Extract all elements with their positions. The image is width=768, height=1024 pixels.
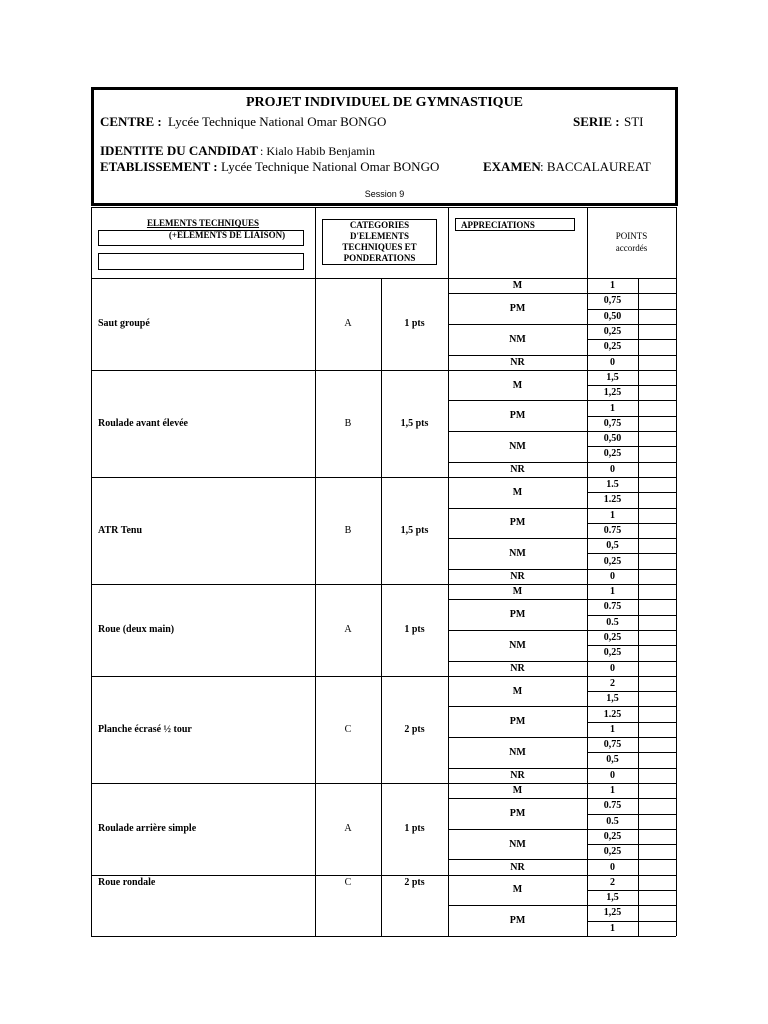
points-value: 1,25 [603, 387, 622, 399]
points-awarded-cell [638, 400, 676, 415]
points-value: 0 [610, 356, 615, 368]
points-value: 0,75 [603, 417, 622, 429]
session-label: Session 9 [364, 189, 405, 199]
appreciation-level: M [512, 486, 523, 498]
header-box [91, 87, 678, 206]
element-points: 2 pts [404, 876, 425, 888]
points-value: 0.75 [603, 524, 622, 536]
points-value: 1,5 [606, 892, 619, 904]
points-awarded-cell [638, 752, 676, 767]
points-value: 0 [610, 861, 615, 873]
grid-line [587, 446, 676, 447]
grid-line [587, 752, 676, 753]
points-awarded-cell [638, 508, 676, 523]
centre-value: Lycée Technique National Omar BONGO [168, 114, 387, 129]
points-value: 0,25 [603, 632, 622, 644]
points-value: 0,25 [603, 647, 622, 659]
grid-line [676, 278, 677, 370]
points-value: 0,25 [603, 326, 622, 338]
points-value: 0.5 [606, 616, 619, 628]
points-value: 1 [610, 586, 615, 598]
points-awarded-cell [638, 737, 676, 752]
element-name: Roulade arrière simple [98, 823, 197, 835]
points-value: 0 [610, 662, 615, 674]
categories-label: CATEGORIES D'ELEMENTS TECHNIQUES ET PONDERATIONS [342, 220, 417, 263]
serie-value: STI [624, 114, 644, 129]
elements-techniques-title: ELEMENTS TECHNIQUES [146, 218, 260, 228]
points-awarded-cell [638, 814, 676, 829]
points-awarded-cell [638, 416, 676, 431]
serie-label: SERIE : [573, 114, 620, 129]
element-category: B [344, 524, 352, 536]
points-awarded-cell [638, 599, 676, 614]
points-sub-label: accordés [615, 243, 648, 253]
identite-label: IDENTITE DU CANDIDAT [100, 143, 258, 158]
etablissement-label: ETABLISSEMENT : [100, 159, 218, 174]
points-awarded-cell [638, 691, 676, 706]
grid-line [587, 492, 676, 493]
points-value: 0 [610, 570, 615, 582]
points-awarded-cell [638, 829, 676, 844]
appreciation-level: NR [510, 861, 525, 873]
element-name: Saut groupé [98, 318, 150, 330]
points-awarded-cell [638, 798, 676, 813]
element-name: ATR Tenu [98, 524, 143, 536]
grid-line [587, 722, 676, 723]
appreciation-level: NR [510, 570, 525, 582]
appreciation-level: NM [509, 639, 526, 651]
etablissement-value: Lycée Technique National Omar BONGO [221, 159, 440, 174]
element-points: 1 pts [404, 823, 425, 835]
points-awarded-cell [638, 875, 676, 890]
points-awarded-cell [638, 905, 676, 920]
points-awarded-cell [638, 538, 676, 553]
grid-line [587, 921, 676, 922]
appreciation-level: PM [509, 915, 526, 927]
points-value: 0,50 [603, 433, 622, 445]
grid-line [587, 615, 676, 616]
appreciation-level: PM [509, 716, 526, 728]
element-name: Roue rondale [98, 876, 156, 888]
points-awarded-cell [638, 477, 676, 492]
element-points: 2 pts [404, 723, 425, 735]
grid-line [587, 844, 676, 845]
appreciation-level: NM [509, 440, 526, 452]
points-value: 1,5 [606, 371, 619, 383]
points-value: 2 [610, 876, 615, 888]
points-awarded-cell [638, 278, 676, 293]
points-value: 0 [610, 463, 615, 475]
appreciation-level: M [512, 685, 523, 697]
element-category: B [344, 417, 352, 429]
appreciation-level: PM [509, 410, 526, 422]
points-awarded-cell [638, 783, 676, 798]
points-value: 0,25 [603, 846, 622, 858]
points-value: 1,25 [603, 907, 622, 919]
points-awarded-cell [638, 630, 676, 645]
points-awarded-cell [638, 446, 676, 461]
points-awarded-cell [638, 553, 676, 568]
points-awarded-cell [638, 890, 676, 905]
points-awarded-cell [638, 661, 676, 676]
points-awarded-cell [638, 645, 676, 660]
centre-label: CENTRE : [100, 114, 162, 129]
points-value: 1 [610, 280, 615, 292]
points-awarded-cell [638, 523, 676, 538]
examen-label: EXAMEN [483, 159, 541, 174]
points-awarded-cell [638, 844, 676, 859]
points-value: 1.25 [603, 494, 622, 506]
appreciation-level: NM [509, 746, 526, 758]
points-awarded-cell [638, 385, 676, 400]
grid-line [587, 309, 676, 310]
identite-value: : Kialo Habib Benjamin [260, 144, 375, 158]
appreciation-level: PM [509, 517, 526, 529]
grid-line [587, 814, 676, 815]
points-awarded-cell [638, 676, 676, 691]
grid-line [587, 890, 676, 891]
header-divider [448, 207, 449, 278]
appreciation-level: PM [509, 609, 526, 621]
header-divider [315, 207, 316, 278]
points-value: 1 [610, 402, 615, 414]
points-value: 1 [610, 723, 615, 735]
points-awarded-cell [638, 584, 676, 599]
points-value: 0,75 [603, 739, 622, 751]
points-awarded-cell [638, 431, 676, 446]
element-name: Roulade avant élevée [98, 417, 188, 429]
points-value: 0,25 [603, 830, 622, 842]
points-awarded-cell [638, 859, 676, 874]
appreciation-level: M [512, 280, 523, 292]
points-awarded-cell [638, 324, 676, 339]
grid-line [587, 339, 676, 340]
points-value: 0,50 [603, 310, 622, 322]
grid-line [587, 523, 676, 524]
points-value: 1,5 [606, 693, 619, 705]
element-category: C [344, 723, 352, 735]
points-awarded-cell [638, 462, 676, 477]
appreciation-level: M [512, 586, 523, 598]
appreciation-level: M [512, 379, 523, 391]
element-points: 1 pts [404, 318, 425, 330]
appreciation-level: PM [509, 303, 526, 315]
points-value: 1.25 [603, 708, 622, 720]
appreciation-level: NM [509, 547, 526, 559]
appreciation-level: NR [510, 356, 525, 368]
element-category: C [344, 876, 352, 888]
grid-line [676, 584, 677, 676]
points-value: 2 [610, 677, 615, 689]
points-awarded-cell [638, 370, 676, 385]
elements-liaison-blank [98, 253, 304, 270]
points-value: 0,75 [603, 295, 622, 307]
points-value: 1 [610, 509, 615, 521]
appreciation-level: M [512, 884, 523, 896]
grid-line [676, 676, 677, 783]
points-value: 0,5 [606, 540, 619, 552]
points-value: 1 [610, 922, 615, 934]
element-points: 1 pts [404, 624, 425, 636]
row-border [91, 936, 676, 937]
points-awarded-cell [638, 293, 676, 308]
points-value: 0 [610, 769, 615, 781]
grid-line [676, 477, 677, 584]
element-points: 1,5 pts [400, 524, 429, 536]
element-name: Roue (deux main) [98, 624, 175, 636]
appreciation-level: NM [509, 333, 526, 345]
examen-value: : BACCALAUREAT [540, 159, 651, 174]
points-value: 0.5 [606, 815, 619, 827]
points-awarded-cell [638, 722, 676, 737]
points-awarded-cell [638, 339, 676, 354]
appreciation-level: NR [510, 662, 525, 674]
points-value: 1 [610, 785, 615, 797]
element-name: Planche écrasé ½ tour [98, 723, 192, 735]
points-awarded-cell [638, 768, 676, 783]
grid-line [676, 370, 677, 477]
table-top-border [91, 207, 676, 208]
element-category: A [344, 318, 352, 330]
appreciations-label: APPRECIATIONS [461, 219, 535, 230]
document-title: PROJET INDIVIDUEL DE GYMNASTIQUE [245, 95, 524, 110]
appreciation-level: M [512, 785, 523, 797]
appreciation-level: PM [509, 807, 526, 819]
points-awarded-cell [638, 921, 676, 936]
points-awarded-cell [638, 706, 676, 721]
appreciation-level: NM [509, 838, 526, 850]
grid-line [676, 875, 677, 936]
points-value: 0.75 [603, 601, 622, 613]
points-value: 0,5 [606, 754, 619, 766]
appreciation-level: NR [510, 769, 525, 781]
points-value: 0,25 [603, 341, 622, 353]
points-value: 0,25 [603, 555, 622, 567]
points-awarded-cell [638, 355, 676, 370]
points-awarded-cell [638, 615, 676, 630]
grid-line [587, 385, 676, 386]
points-value: 0.75 [603, 800, 622, 812]
points-value: 0,25 [603, 448, 622, 460]
element-category: A [344, 823, 352, 835]
grid-line [587, 645, 676, 646]
elements-liaison-label: (+ELEMENTS DE LIAISON) [168, 230, 286, 240]
points-awarded-cell [638, 569, 676, 584]
grid-line [676, 783, 677, 875]
points-value: 1.5 [606, 479, 619, 491]
appreciation-level: NR [510, 463, 525, 475]
points-awarded-cell [638, 492, 676, 507]
element-points: 1,5 pts [400, 417, 429, 429]
points-label: POINTS [615, 231, 648, 241]
grid-line [587, 416, 676, 417]
element-category: A [344, 624, 352, 636]
grid-line [587, 553, 676, 554]
header-right-border [676, 207, 677, 278]
points-awarded-cell [638, 309, 676, 324]
grid-line [587, 691, 676, 692]
